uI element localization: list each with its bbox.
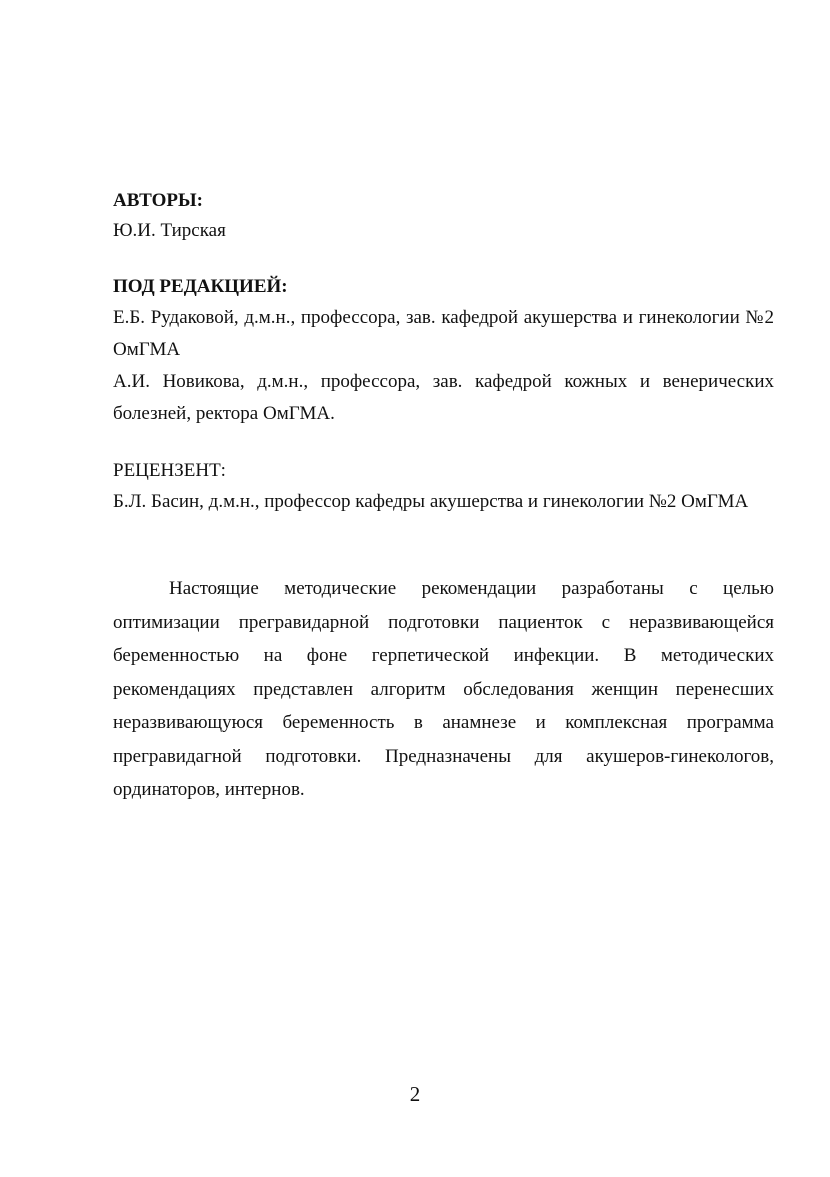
editors-section	[113, 272, 774, 430]
authors-section	[113, 186, 774, 246]
authors-heading: АВТОРЫ:	[113, 190, 203, 211]
editors-heading: ПОД РЕДАКЦИЕЙ:	[113, 276, 288, 297]
author-name: Ю.И. Тирская	[113, 220, 226, 241]
reviewer-entry: Б.Л. Басин, д.м.н., профессор кафедры акушерства и гинекологии №2 ОмГМА	[113, 491, 749, 512]
editor-entry: А.И. Новикова, д.м.н., профессора, зав. кафедрой кожных и венерических болезней, ректора ОмГМА.	[113, 371, 774, 424]
abstract-paragraph: Настоящие методические рекомендации разработаны с целью оптимизации прегравидарной подготовки пациенток с неразвивающейся беременностью на фоне герпетической инфекции. В методических рекомендациях представлен алгоритм обследования женщин перенесших неразвивающуюся беременность в анамнезе и комплексная программа прегравидагной подготовки. Предназначены для акушеров-гинекологов, ординаторов, интернов.	[113, 578, 774, 800]
page-content	[113, 186, 774, 807]
reviewer-section	[113, 456, 774, 518]
editor-entry: Е.Б. Рудаковой, д.м.н., профессора, зав. кафедрой акушерства и гинекологии №2 ОмГМА	[113, 307, 774, 360]
page-number: 2	[409, 1082, 421, 1106]
reviewer-heading: РЕЦЕНЗЕНТ:	[113, 460, 226, 481]
